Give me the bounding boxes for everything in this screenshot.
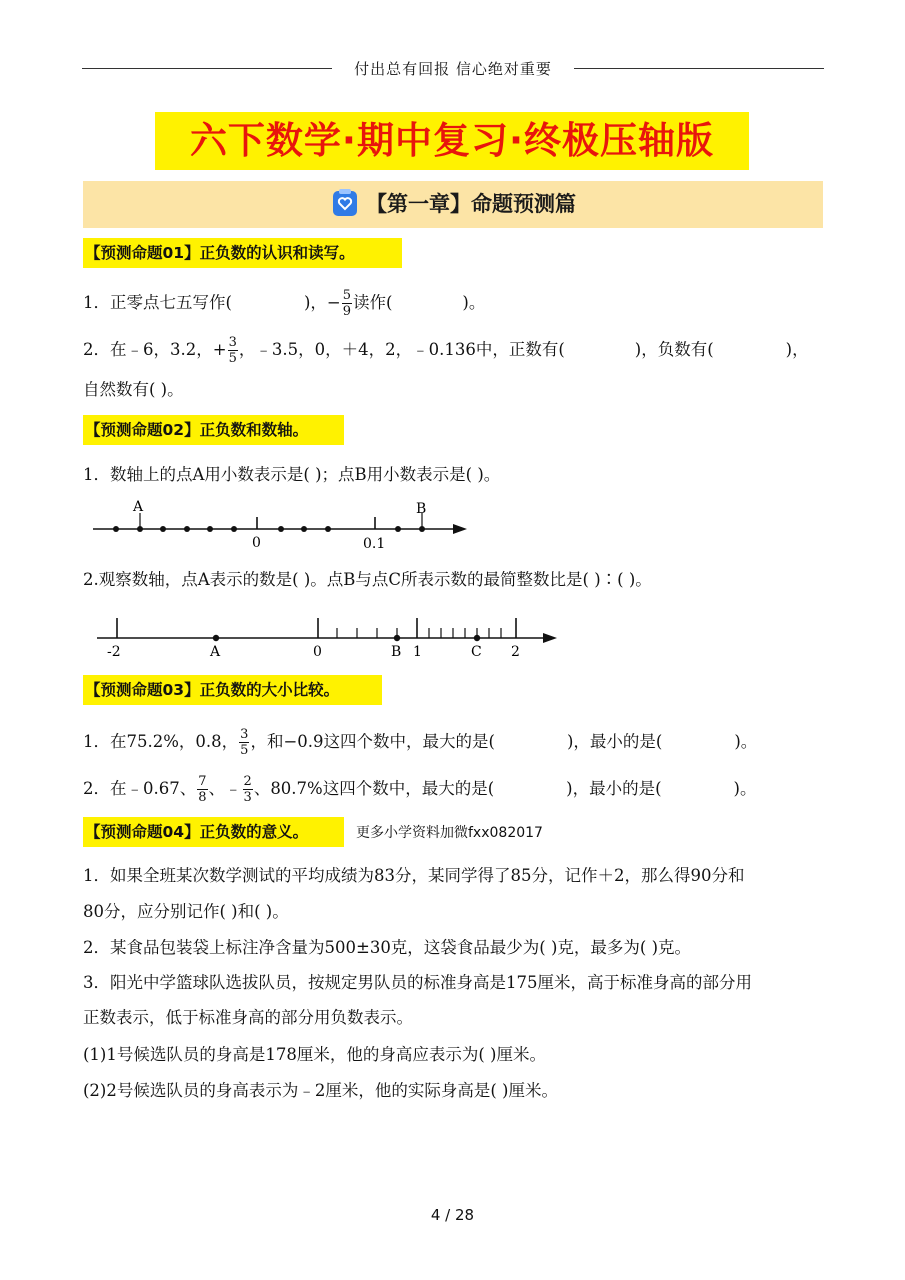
fraction: $\frac{5}{9}$ [342, 288, 351, 319]
question-04-1-line2: 80分，应分别记作( )和( )。 [83, 902, 289, 921]
question-04-2: 2．某食品包装袋上标注净含量为500±30克，这袋食品最少为( )克，最多为( )克。 [83, 938, 692, 957]
number-line-2 [95, 608, 565, 660]
question-02-1: 1．数轴上的点A用小数表示是( )；点B用小数表示是( )。 [83, 465, 501, 484]
question-01-2: 2．在﹣6，3.2，+ $\frac{3}{5}$ ，﹣3.5，0，＋4，2，﹣0.136中，正数有( )，负数有( )， [83, 335, 809, 366]
question-04-3-line2: 正数表示，低于标准身高的部分用负数表示。 [83, 1008, 413, 1027]
section-tag-03: 【预测命题03】正负数的大小比较。 [83, 675, 382, 705]
section-tag-04: 【预测命题04】正负数的意义。 [83, 817, 344, 847]
question-03-1: 1．在75.2%，0.8， $\frac{3}{5}$ ，和−0.9这四个数中，最大的是( )，最小的是( )。 [83, 727, 758, 758]
axis2-label-neg2: -2 [107, 644, 121, 660]
axis2-label-0: 0 [313, 644, 322, 660]
question-03-2: 2．在﹣0.67、 $\frac{7}{8}$ 、﹣ $\frac{2}{3}$ 、80.7%这四个数中，最大的是( )，最小的是( )。 [83, 774, 757, 805]
axis2-label-1: 1 [413, 644, 422, 660]
question-01-2-line2: 自然数有( )。 [83, 380, 184, 399]
promo-note: 更多小学资料加微fxx082017 [356, 825, 543, 841]
page-number: 4 / 28 [430, 1206, 475, 1224]
axis1-label-0.1: 0.1 [363, 536, 386, 552]
axis1-label-B: B [416, 501, 427, 517]
question-04-3-sub2: (2)2号候选队员的身高表示为﹣2厘米，他的实际身高是( )厘米。 [83, 1081, 558, 1100]
fraction: $\frac{3}{5}$ [240, 727, 249, 758]
fraction: $\frac{7}{8}$ [198, 774, 207, 805]
question-02-2: 2.观察数轴，点A表示的数是( )。点B与点C所表示数的最简整数比是( )∶( )。 [83, 570, 652, 589]
axis2-label-B: B [391, 644, 402, 660]
fraction: $\frac{3}{5}$ [228, 335, 237, 366]
question-04-3-sub1: (1)1号候选队员的身高是178厘米，他的身高应表示为( )厘米。 [83, 1045, 546, 1064]
axis2-label-C: C [471, 644, 482, 660]
section-tag-01: 【预测命题01】正负数的认识和读写。 [83, 238, 402, 268]
fraction: $\frac{2}{3}$ [243, 774, 252, 805]
question-04-3-line1: 3．阳光中学篮球队选拔队员，按规定男队员的标准身高是175厘米，高于标准身高的部分用 [83, 973, 752, 992]
axis1-label-0: 0 [252, 535, 261, 551]
question-04-1-line1: 1．如果全班某次数学测试的平均成绩为83分，某同学得了85分，记作＋2，那么得90分和 [83, 866, 745, 885]
axis2-label-A: A [210, 644, 221, 660]
axis1-label-A: A [133, 499, 144, 515]
section-tag-02: 【预测命题02】正负数和数轴。 [83, 415, 344, 445]
header-motto: 付出总有回报 信心绝对重要 [354, 60, 552, 78]
axis2-label-2: 2 [511, 644, 520, 660]
page-title: 六下数学·期中复习·终极压轴版 [155, 112, 749, 170]
header-motto-line [82, 58, 824, 78]
question-01-1: 1．正零点七五写作( )，− $\frac{5}{9}$ 读作( )。 [83, 288, 486, 319]
chapter-label: 【第一章】命题预测篇 [366, 192, 576, 216]
number-line-1 [85, 495, 485, 553]
heart-clipboard-icon [330, 188, 360, 218]
chapter-banner [83, 181, 823, 228]
